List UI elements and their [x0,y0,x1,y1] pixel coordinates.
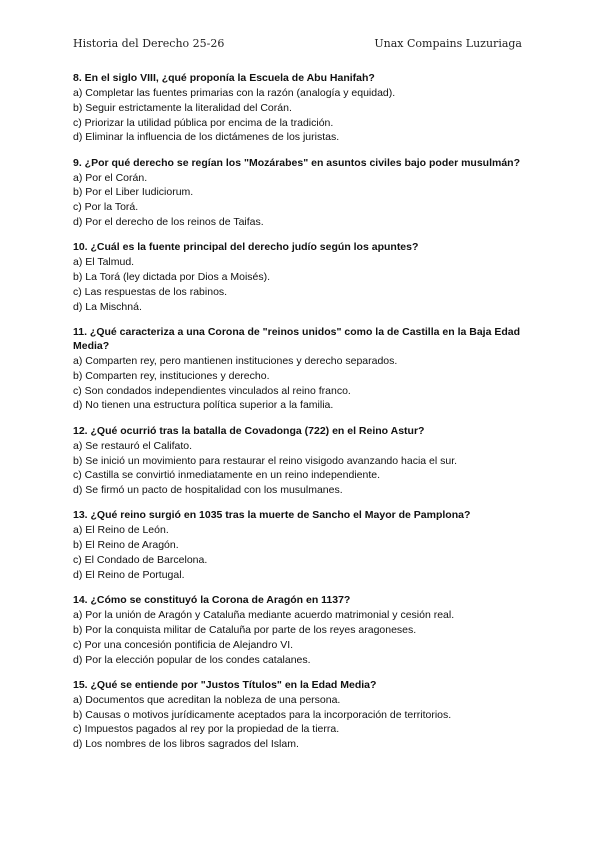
option-a: a) El Talmud. [73,256,135,269]
question-14 [73,593,533,667]
option-c: c) Son condados independientes vinculados al reino franco. [73,384,351,397]
option-b: b) Causas o motivos jurídicamente aceptados para la incorporación de territorios. [73,708,452,721]
author-name: Unax Compains Luzuriaga [374,37,522,50]
option-b: b) El Reino de Aragón. [73,539,179,552]
option-d: d) Los nombres de los libros sagrados del Islam. [73,738,299,751]
option-a: a) Documentos que acreditan la nobleza de una persona. [73,693,341,706]
question-title: 13. ¿Qué reino surgió en 1035 tras la muerte de Sancho el Mayor de Pamplona? [73,509,471,522]
option-list [73,255,533,314]
option-b: b) La Torá (ley dictada por Dios a Moisés). [73,271,271,284]
course-title: Historia del Derecho 25-26 [73,37,225,50]
question-title: 11. ¿Qué caracteriza a una Corona de "reinos unidos" como la de Castilla en la Baja Edad Media? [73,326,521,353]
question-11 [73,325,533,413]
question-9 [73,156,533,230]
option-b: b) Por el Liber Iudiciorum. [73,186,194,199]
option-list [73,693,533,752]
option-list [73,439,533,498]
option-c: c) Las respuestas de los rabinos. [73,285,228,298]
option-a: a) Por la unión de Aragón y Cataluña mediante acuerdo matrimonial y cesión real. [73,609,455,622]
option-d: d) Se firmó un pacto de hospitalidad con los musulmanes. [73,484,343,497]
option-b: b) Comparten rey, instituciones y derecho. [73,369,270,382]
option-d: d) Por la elección popular de los condes catalanes. [73,653,311,666]
option-d: d) Eliminar la influencia de los dictámenes de los juristas. [73,131,340,144]
option-a: a) Comparten rey, pero mantienen instituciones y derecho separados. [73,355,398,368]
question-title: 12. ¿Qué ocurrió tras la batalla de Covadonga (722) en el Reino Astur? [73,424,425,437]
option-c: c) Por la Torá. [73,201,139,214]
option-list [73,523,533,582]
question-10 [73,240,533,314]
question-8 [73,71,533,145]
option-b: b) Por la conquista militar de Cataluña por parte de los reyes aragoneses. [73,623,417,636]
question-title: 14. ¿Cómo se constituyó la Corona de Aragón en 1137? [73,594,351,607]
option-d: d) El Reino de Portugal. [73,568,185,581]
option-d: d) La Mischná. [73,300,142,313]
option-a: a) El Reino de León. [73,524,169,537]
option-list [73,608,533,667]
option-b: b) Seguir estrictamente la literalidad del Corán. [73,101,292,114]
question-title: 8. En el siglo VIII, ¿qué proponía la Escuela de Abu Hanifah? [73,72,375,84]
question-12 [73,424,533,498]
question-15 [73,678,533,752]
option-list [73,354,533,413]
page-header [73,37,522,51]
option-c: c) El Condado de Barcelona. [73,554,208,567]
option-d: d) Por el derecho de los reinos de Taifas. [73,216,264,229]
question-title: 9. ¿Por qué derecho se regían los "Mozárabes" en asuntos civiles bajo poder musulmán? [73,156,520,169]
question-list [73,71,533,763]
option-b: b) Se inició un movimiento para restaurar el reino visigodo avanzando hacia el sur. [73,454,458,467]
question-13 [73,508,533,582]
option-a: a) Se restauró el Califato. [73,439,193,452]
question-title: 10. ¿Cuál es la fuente principal del derecho judío según los apuntes? [73,241,419,254]
option-c: c) Por una concesión pontificia de Alejandro VI. [73,638,294,651]
question-title: 15. ¿Qué se entiende por "Justos Títulos" en la Edad Media? [73,678,377,691]
option-a: a) Completar las fuentes primarias con la razón (analogía y equidad). [73,87,396,99]
option-c: c) Priorizar la utilidad pública por encima de la tradición. [73,116,334,129]
option-d: d) No tienen una estructura política superior a la familia. [73,399,334,412]
option-c: c) Castilla se convirtió inmediatamente en un reino independiente. [73,469,381,482]
option-list [73,86,533,145]
option-c: c) Impuestos pagados al rey por la propiedad de la tierra. [73,723,340,736]
option-a: a) Por el Corán. [73,171,148,184]
option-list [73,171,533,230]
